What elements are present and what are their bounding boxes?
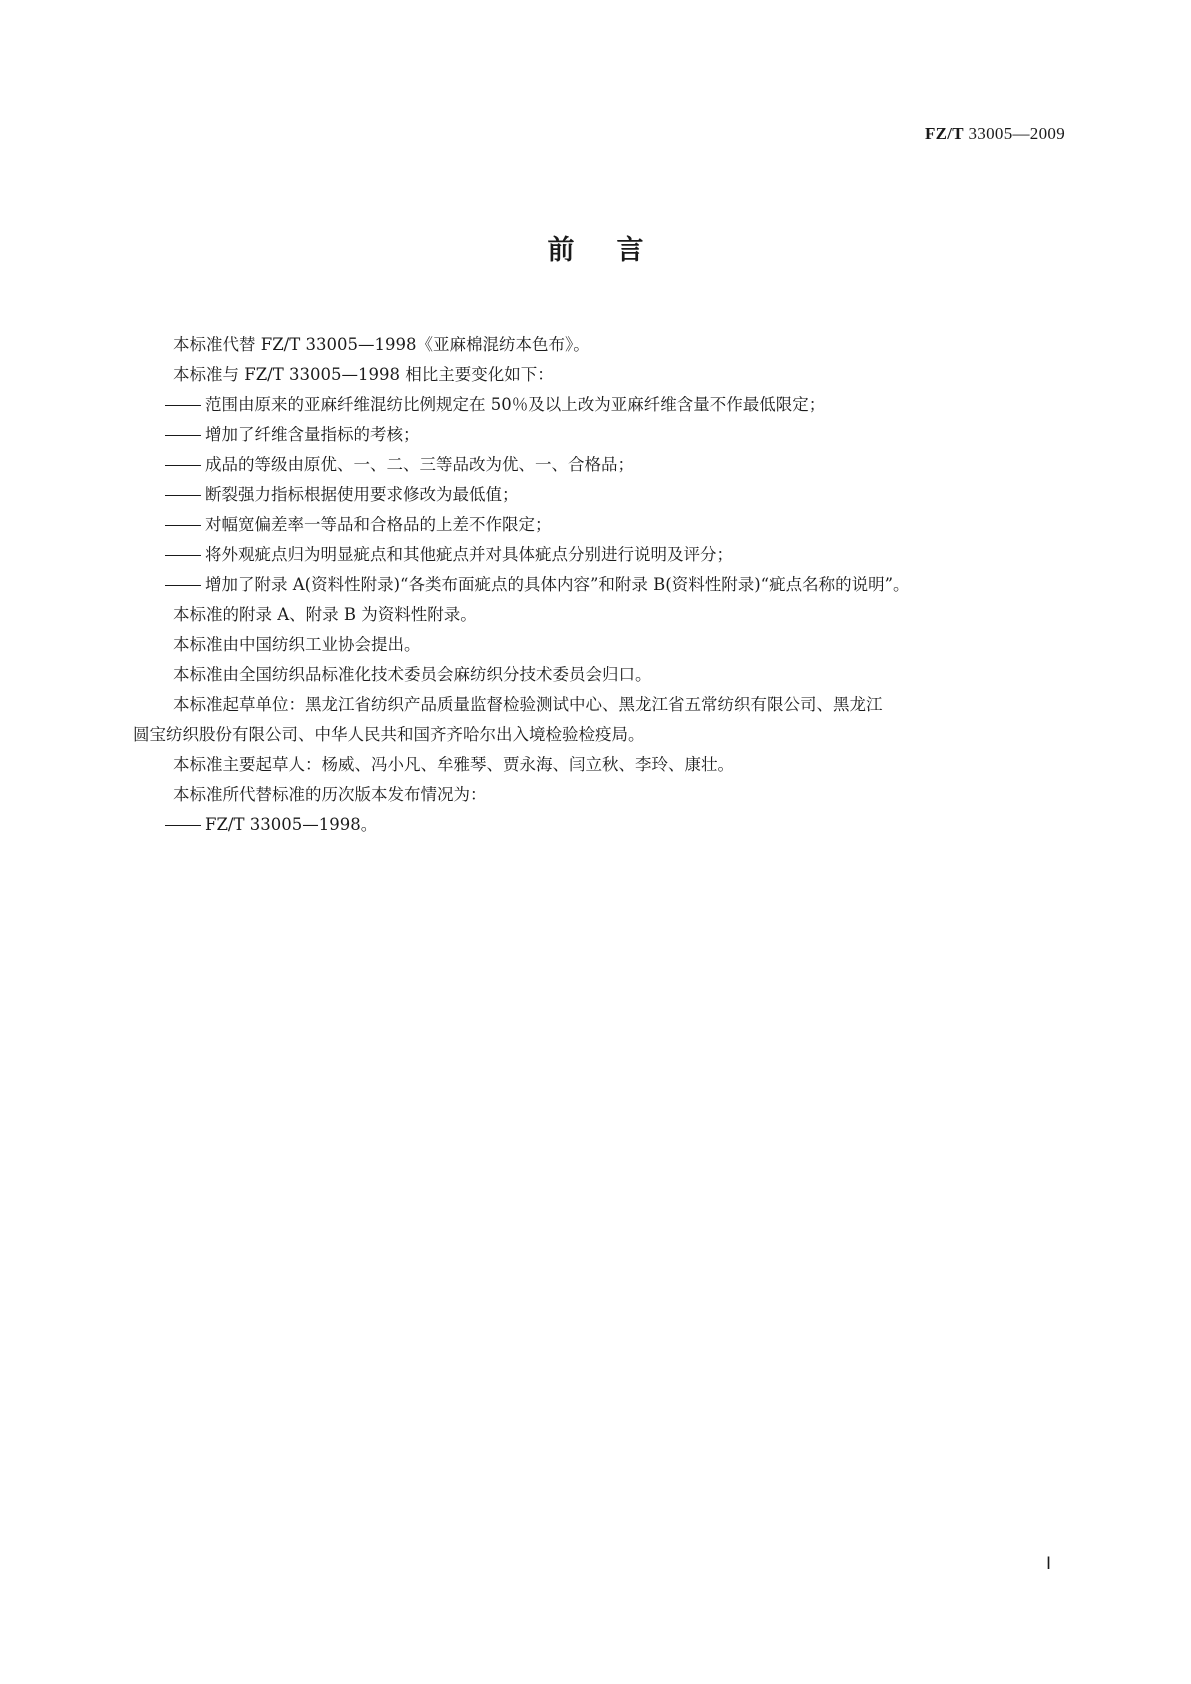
standard-code: [925, 124, 1065, 144]
list-item-text: 增加了附录 A(资料性附录)“各类布面疵点的具体内容”和附录 B(资料性附录)“疵点名称的说明”。: [205, 575, 910, 594]
history-list: [163, 810, 1063, 840]
paragraph-changes-intro: 本标准与 FZ/T 33005—1998 相比主要变化如下：: [173, 365, 554, 384]
list-item-text: 范围由原来的亚麻纤维混纺比例规定在 50％及以上改为亚麻纤维含量不作最低限定；: [205, 395, 826, 414]
list-item: [163, 480, 1063, 510]
paragraph-proposer: 本标准由中国纺织工业协会提出。: [173, 635, 421, 654]
foreword-body: [133, 330, 1063, 840]
paragraph-appendix: 本标准的附录 A、附录 B 为资料性附录。: [173, 605, 477, 624]
list-item: [163, 540, 1063, 570]
paragraph-drafting-units: [173, 690, 1063, 720]
list-item: [163, 390, 1063, 420]
drafting-units-line2: 圆宝纺织股份有限公司、中华人民共和国齐齐哈尔出入境检验检疫局。: [133, 725, 645, 744]
list-item-text: 断裂强力指标根据使用要求修改为最低值；: [205, 485, 519, 504]
drafting-units-line1: 本标准起草单位：黑龙江省纺织产品质量监督检验测试中心、黑龙江省五常纺织有限公司、黑龙江: [173, 695, 883, 714]
list-item-text: 对幅宽偏差率一等品和合格品的上差不作限定；: [205, 515, 552, 534]
page-title: 前言: [547, 235, 686, 266]
list-item-text: 增加了纤维含量指标的考核；: [205, 425, 420, 444]
standard-code-number: 33005—2009: [968, 124, 1065, 143]
paragraph-drafting-units-cont: [133, 720, 1063, 750]
list-item-text: FZ/T 33005—1998。: [205, 815, 378, 834]
paragraph-history-intro: 本标准所代替标准的历次版本发布情况为：: [173, 785, 487, 804]
standard-code-prefix: FZ/T: [924, 124, 964, 143]
list-item: [163, 810, 1063, 840]
paragraph-administrator: 本标准由全国纺织品标准化技术委员会麻纺织分技术委员会归口。: [173, 665, 652, 684]
paragraph-replaces: 本标准代替 FZ/T 33005—1998《亚麻棉混纺本色布》。: [173, 335, 590, 354]
list-item-text: 成品的等级由原优、一、二、三等品改为优、一、合格品；: [205, 455, 634, 474]
changes-list: [163, 390, 1063, 600]
list-item: [163, 420, 1063, 450]
page-number: Ⅰ: [1045, 1554, 1051, 1573]
list-item: [163, 450, 1063, 480]
paragraph-drafters: 本标准主要起草人：杨威、冯小凡、牟雅琴、贾永海、闫立秋、李玲、康壮。: [173, 755, 734, 774]
list-item-text: 将外观疵点归为明显疵点和其他疵点并对具体疵点分别进行说明及评分；: [205, 545, 733, 564]
list-item: [163, 570, 1063, 600]
list-item: [163, 510, 1063, 540]
